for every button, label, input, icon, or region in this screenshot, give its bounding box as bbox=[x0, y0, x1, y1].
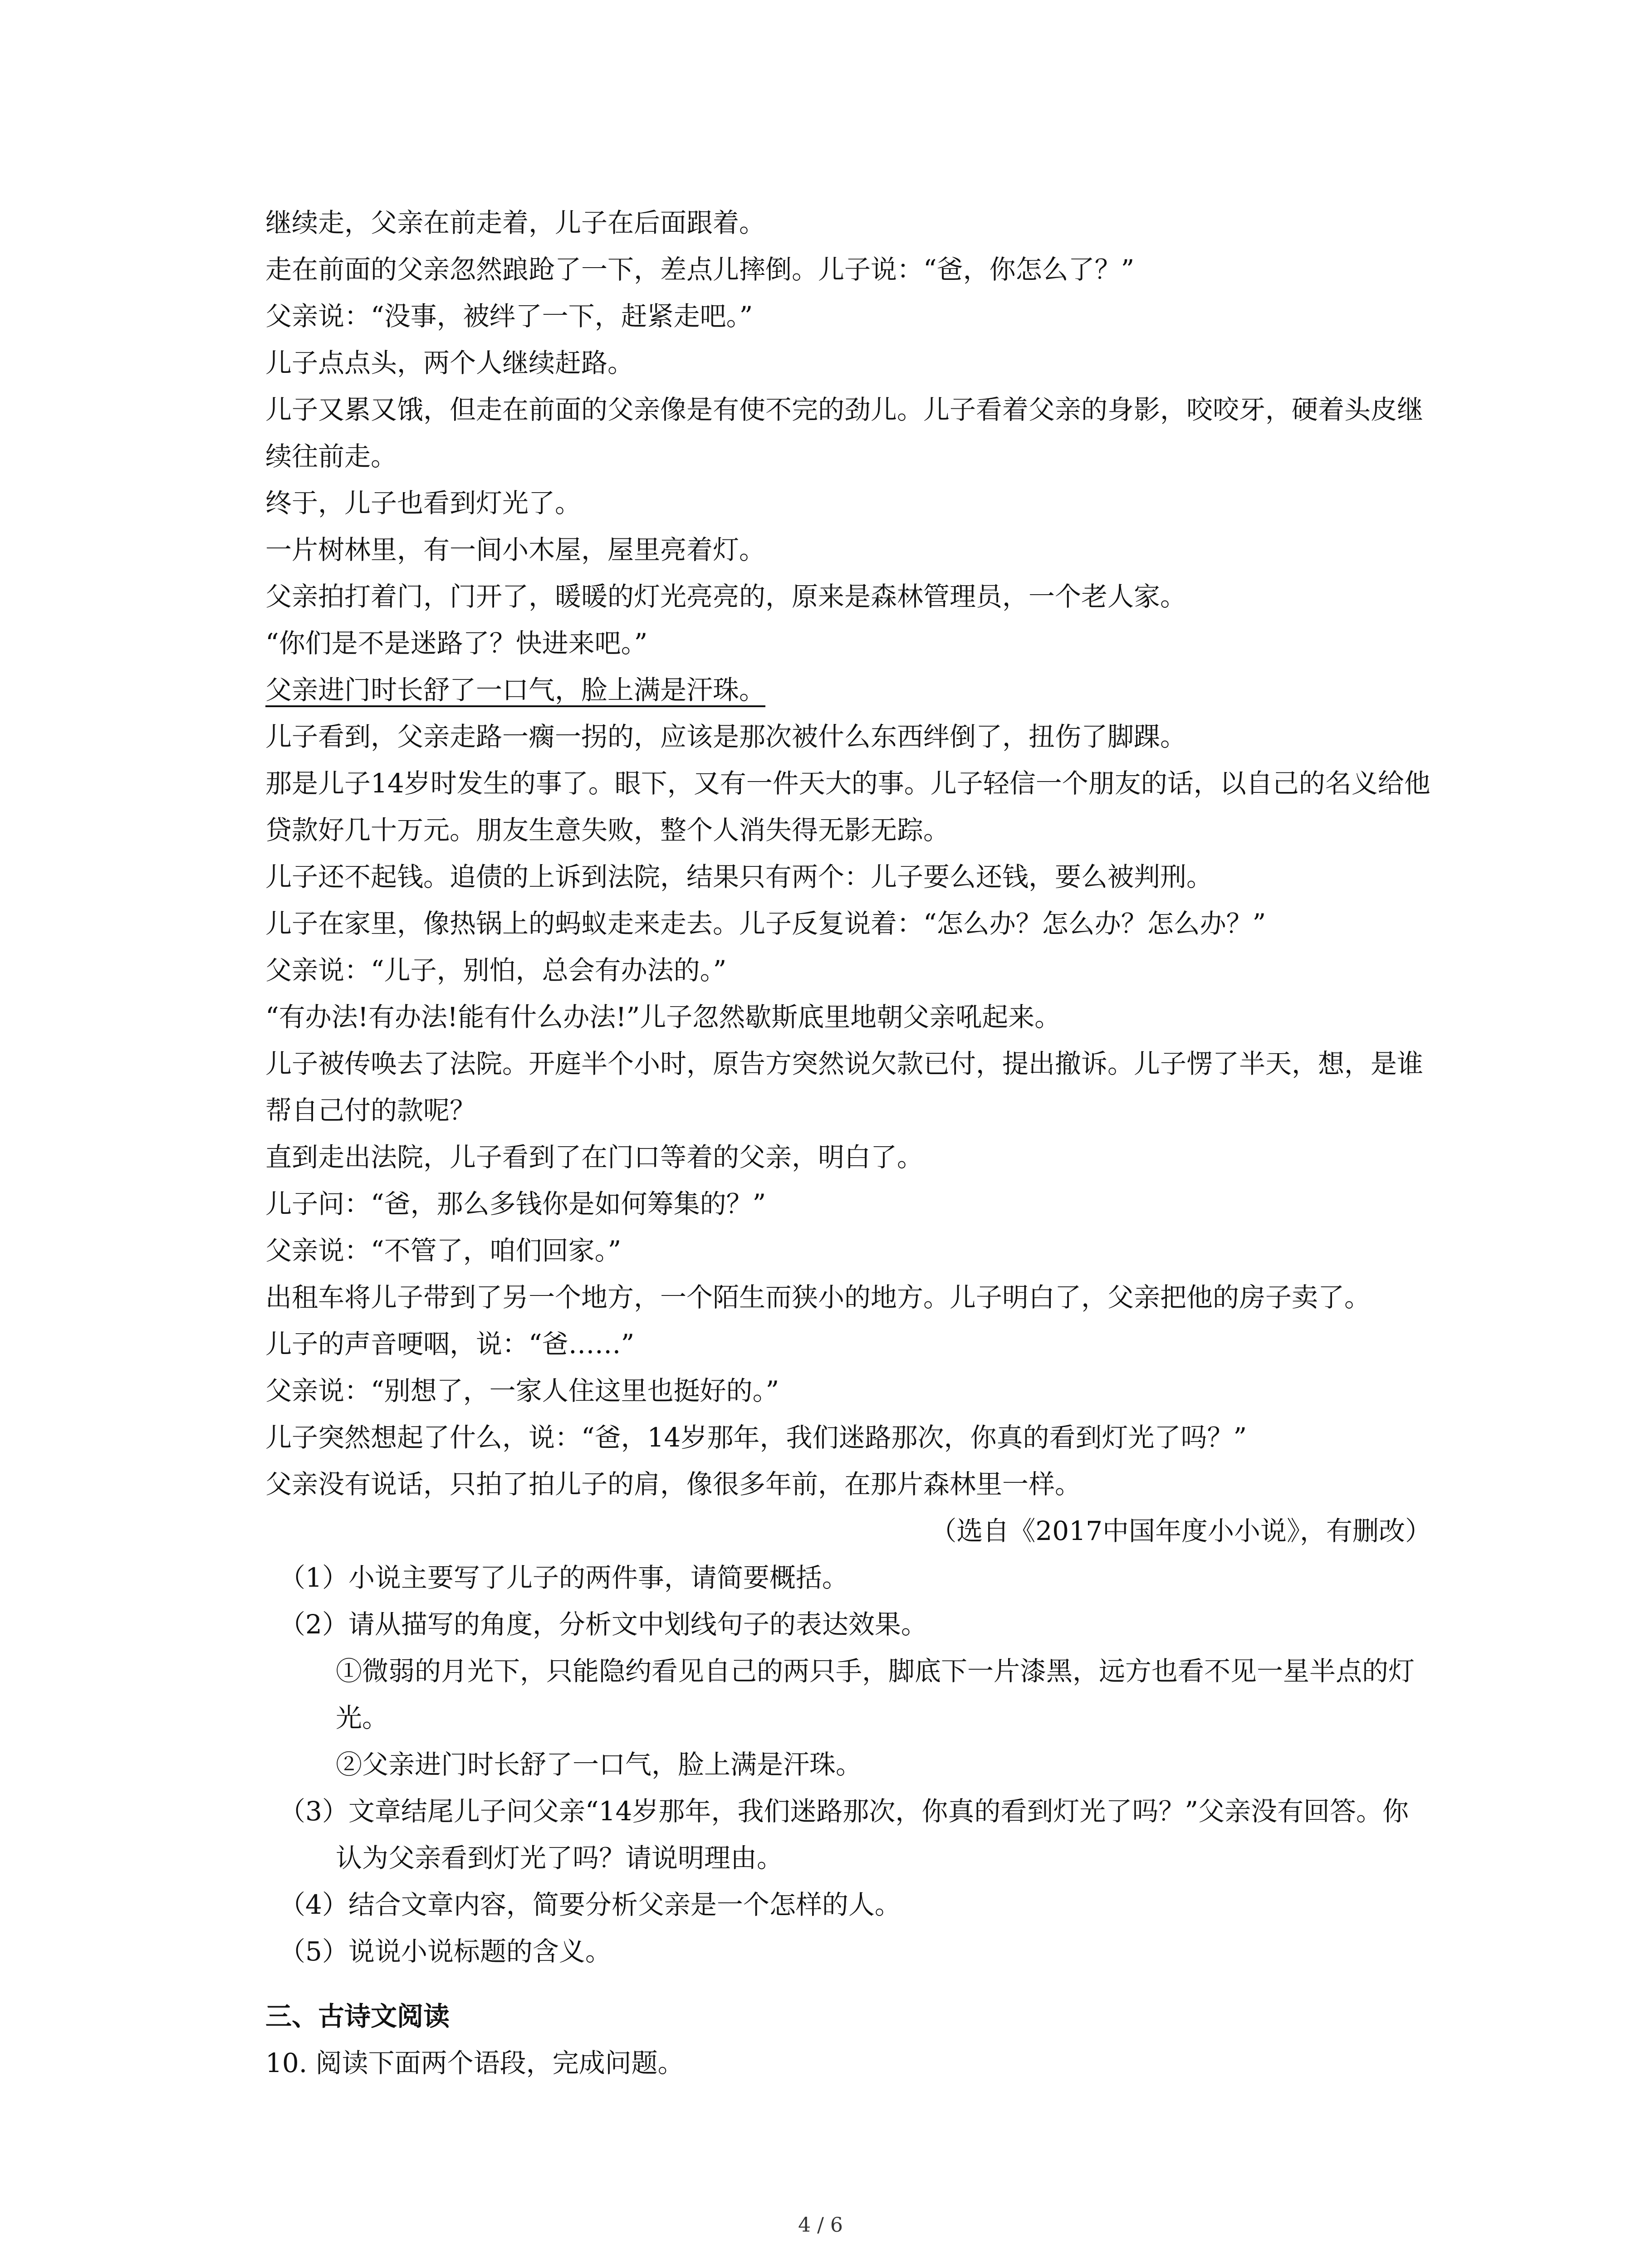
paragraph: 父亲说：“别想了，一家人住这里也挺好的。” bbox=[265, 1375, 779, 1406]
story-body bbox=[265, 200, 1431, 2087]
paragraph: 那是儿子14岁时发生的事了。眼下，又有一件天大的事。儿子轻信一个朋友的话，以自己的名义给他贷款好几十万元。朋友生意失败，整个人消失得无影无踪。 bbox=[265, 768, 1430, 846]
underlined-text: 父亲进门时长舒了一口气，脸上满是汗珠。 bbox=[265, 675, 766, 705]
paragraph: 父亲没有说话，只拍了拍儿子的肩，像很多年前，在那片森林里一样。 bbox=[265, 1469, 1082, 1500]
paragraph: 儿子问：“爸，那么多钱你是如何筹集的？” bbox=[265, 1188, 766, 1219]
paragraph: 直到走出法院，儿子看到了在门口等着的父亲，明白了。 bbox=[265, 1142, 924, 1173]
paragraph: 父亲拍打着门，门开了，暖暖的灯光亮亮的，原来是森林管理员，一个老人家。 bbox=[265, 581, 1187, 612]
page-number: 4 / 6 bbox=[798, 2214, 843, 2237]
question-2: （2）请从描写的角度，分析文中划线句子的表达效果。 bbox=[279, 1609, 927, 1640]
paragraph: 父亲说：“不管了，咱们回家。” bbox=[265, 1235, 622, 1266]
question-1: （1）小说主要写了儿子的两件事，请简要概括。 bbox=[279, 1562, 848, 1593]
paragraph: 儿子被传唤去了法院。开庭半个小时，原告方突然说欠款已付，提出撤诉。儿子愣了半天，想，是谁帮自己付的款呢？ bbox=[265, 1048, 1424, 1126]
paragraph: 继续走，父亲在前走着，儿子在后面跟着。 bbox=[265, 207, 766, 238]
paragraph: “你们是不是迷路了？快进来吧。” bbox=[265, 628, 648, 659]
question-3: （3）文章结尾儿子问父亲“14岁那年，我们迷路那次，你真的看到灯光了吗？”父亲没有回答。你认为父亲看到灯光了吗？请说明理由。 bbox=[279, 1796, 1409, 1873]
paragraph: 儿子又累又饿，但走在前面的父亲像是有使不完的劲儿。儿子看着父亲的身影，咬咬牙，硬着头皮继续往前走。 bbox=[265, 394, 1424, 472]
paragraph: 一片树林里，有一间小木屋，屋里亮着灯。 bbox=[265, 534, 766, 565]
paragraph: 走在前面的父亲忽然踉跄了一下，差点儿摔倒。儿子说：“爸，你怎么了？” bbox=[265, 254, 1135, 285]
question-2-item-2: ②父亲进门时长舒了一口气，脸上满是汗珠。 bbox=[336, 1749, 862, 1780]
paragraph: 儿子还不起钱。追债的上诉到法院，结果只有两个：儿子要么还钱，要么被判刑。 bbox=[265, 861, 1213, 892]
paragraph: 出租车将儿子带到了另一个地方，一个陌生而狭小的地方。儿子明白了，父亲把他的房子卖了。 bbox=[265, 1282, 1371, 1313]
paragraph: 儿子突然想起了什么，说：“爸，14岁那年，我们迷路那次，你真的看到灯光了吗？” bbox=[265, 1422, 1247, 1453]
question-5: （5）说说小说标题的含义。 bbox=[279, 1936, 612, 1967]
paragraph: 父亲说：“儿子，别怕，总会有办法的。” bbox=[265, 955, 727, 986]
paragraph: 儿子看到，父亲走路一瘸一拐的，应该是那次被什么东西绊倒了，扭伤了脚踝。 bbox=[265, 721, 1187, 752]
paragraph: 儿子在家里，像热锅上的蚂蚁走来走去。儿子反复说着：“怎么办？怎么办？怎么办？” bbox=[265, 908, 1266, 939]
section-title: 三、古诗文阅读 bbox=[265, 2001, 450, 2032]
question-10: 10. 阅读下面两个语段，完成问题。 bbox=[265, 2048, 684, 2078]
paragraph: 终于，儿子也看到灯光了。 bbox=[265, 488, 582, 518]
paragraph: 儿子的声音哽咽，说：“爸……” bbox=[265, 1329, 635, 1359]
question-4: （4）结合文章内容，简要分析父亲是一个怎样的人。 bbox=[279, 1889, 901, 1920]
paragraph: “有办法!有办法!能有什么办法!”儿子忽然歇斯底里地朝父亲吼起来。 bbox=[265, 1002, 1061, 1032]
underlined-sentence bbox=[265, 667, 1431, 714]
paragraph: 儿子点点头，两个人继续赶路。 bbox=[265, 347, 634, 378]
source-citation: （选自《2017中国年度小小说》，有删改） bbox=[930, 1515, 1431, 1546]
question-2-item-1: ①微弱的月光下，只能隐约看见自己的两只手，脚底下一片漆黑，远方也看不见一星半点的灯光。 bbox=[336, 1656, 1415, 1733]
paragraph: 父亲说：“没事，被绊了一下，赶紧走吧。” bbox=[265, 301, 753, 332]
